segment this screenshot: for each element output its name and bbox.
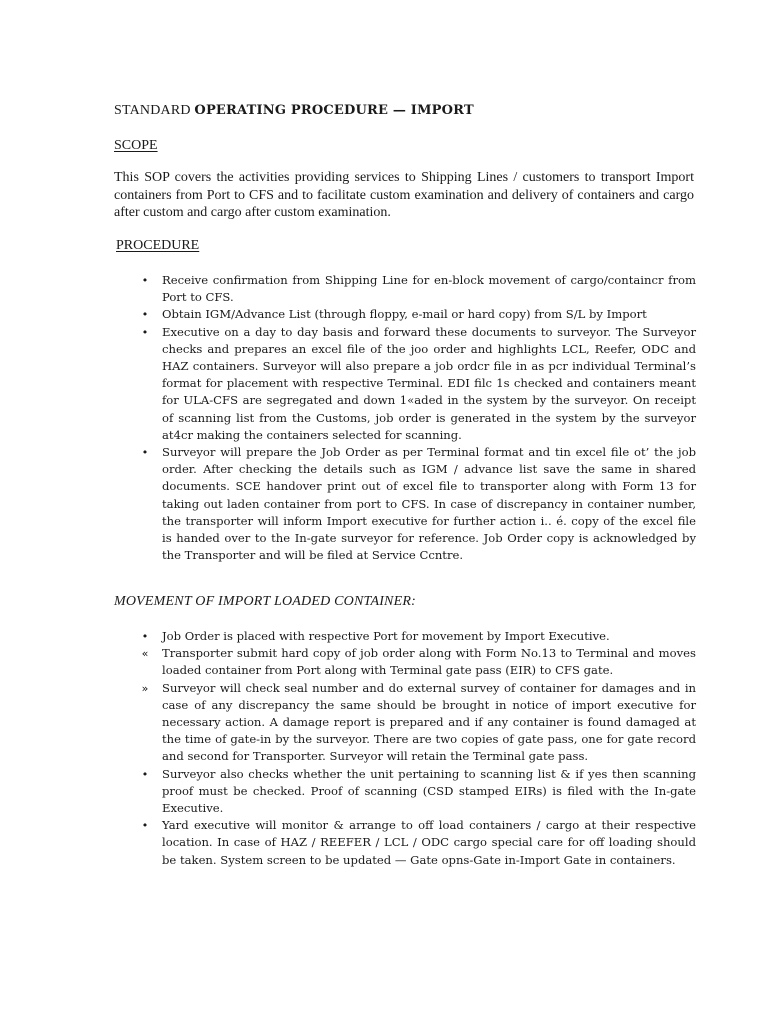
bullet-marker: •: [141, 274, 149, 287]
list-item: [141, 324, 696, 444]
list-item-text: Surveyor also checks whether the unit pertaining to scanning list & if yes then scanning proof must be checked. Proof of scanning (CSD stamped EIRs) is filed with the In-gate Executive.: [162, 766, 696, 816]
list-item: [141, 817, 696, 869]
list-item: [141, 628, 696, 645]
bullet-marker: •: [141, 446, 149, 460]
list-item-text: Transporter submit hard copy of job order along with Form No.13 to Terminal and moves loaded container from Port along with Terminal gate pass (EIR) to CFS gate.: [162, 646, 696, 678]
list-item: [141, 444, 696, 564]
list-item-text: Surveyor will check seal number and do external survey of container for damages and in case of any discrepancy the same should be brought in notice of import executive for necessary action. A damage report is prepared and if any container is found damaged at the time of gate-in by the surveyor. There are two copies of gate pass, one for gate record and second for Transporter. Surveyor will retain the Terminal gate pass.: [162, 680, 696, 764]
bullet-marker: •: [141, 308, 149, 322]
list-item-text: Surveyor will prepare the Job Order as per Terminal format and tin excel file ot’ the job order. After checking the details such as IGM / advance list save the same in shared documents. SCE handover print out of excel file to transporter along with Form 13 for taking out laden container from port to CFS. In case of discrepancy in container number, the transporter will inform Import executive for further action i.. é. copy of the excel file is handed over to the In-gate surveyor for reference. Job Order copy is acknowledged by the Transporter and will be filed at Service Ccntre.: [162, 445, 696, 563]
list-item: [141, 766, 696, 818]
title-bold: OPERATING PROCEDURE — IMPORT: [194, 103, 474, 118]
bullet-marker: »: [141, 681, 149, 695]
bullet-marker: •: [141, 630, 149, 643]
bullet-marker: •: [141, 819, 149, 833]
list-item: [141, 645, 696, 679]
scope-paragraph: This SOP covers the activities providing services to Shipping Lines / customers to transport Import containers from Port to CFS and to facilitate custom examination and delivery of containers and cargo after custom and cargo after custom examination.: [114, 170, 694, 220]
procedure-list: [141, 272, 696, 564]
scope-heading: SCOPE: [114, 138, 158, 153]
bullet-marker: •: [141, 767, 149, 781]
list-item-text: Obtain IGM/Advance List (through floppy, e-mail or hard copy) from S/L by Import: [162, 307, 647, 322]
title-plain: STANDARD: [114, 103, 195, 118]
list-item: [141, 680, 696, 766]
bullet-marker: «: [141, 647, 149, 661]
list-item-text: Job Order is placed with respective Port for movement by Import Executive.: [162, 629, 610, 643]
list-item: [141, 306, 696, 323]
procedure-heading: PROCEDURE: [116, 238, 200, 253]
list-item-text: Yard executive will monitor & arrange to off load containers / cargo at their respective location. In case of HAZ / REEFER / LCL / ODC cargo special care for off loading should be taken. System screen to be updated — Gate opns-Gate in-Import Gate in containers.: [162, 818, 696, 867]
movement-list: [141, 628, 696, 869]
list-item-text: Executive on a day to day basis and forward these documents to surveyor. The Surveyor checks and prepares an excel file of the joo order and highlights LCL, Reefer, ODC and HAZ containers. Surveyor will also prepare a job ordcr file in as pcr individual Terminal’s format for placement with respective Terminal. EDI filc 1s checked and containers meant for ULA-CFS are segregated and down 1«aded in the system by the surveyor. On receipt of scanning list from the Customs, job order is generated in the system by the surveyor at4cr making the containers selected for scanning.: [162, 324, 696, 442]
bullet-marker: •: [141, 325, 149, 339]
document-title: [114, 103, 474, 119]
movement-heading: MOVEMENT OF IMPORT LOADED CONTAINER:: [114, 594, 416, 609]
list-item-text: Receive confirmation from Shipping Line for en-block movement of cargo/containcr from Port to CFS.: [162, 273, 696, 305]
list-item: [141, 272, 696, 306]
